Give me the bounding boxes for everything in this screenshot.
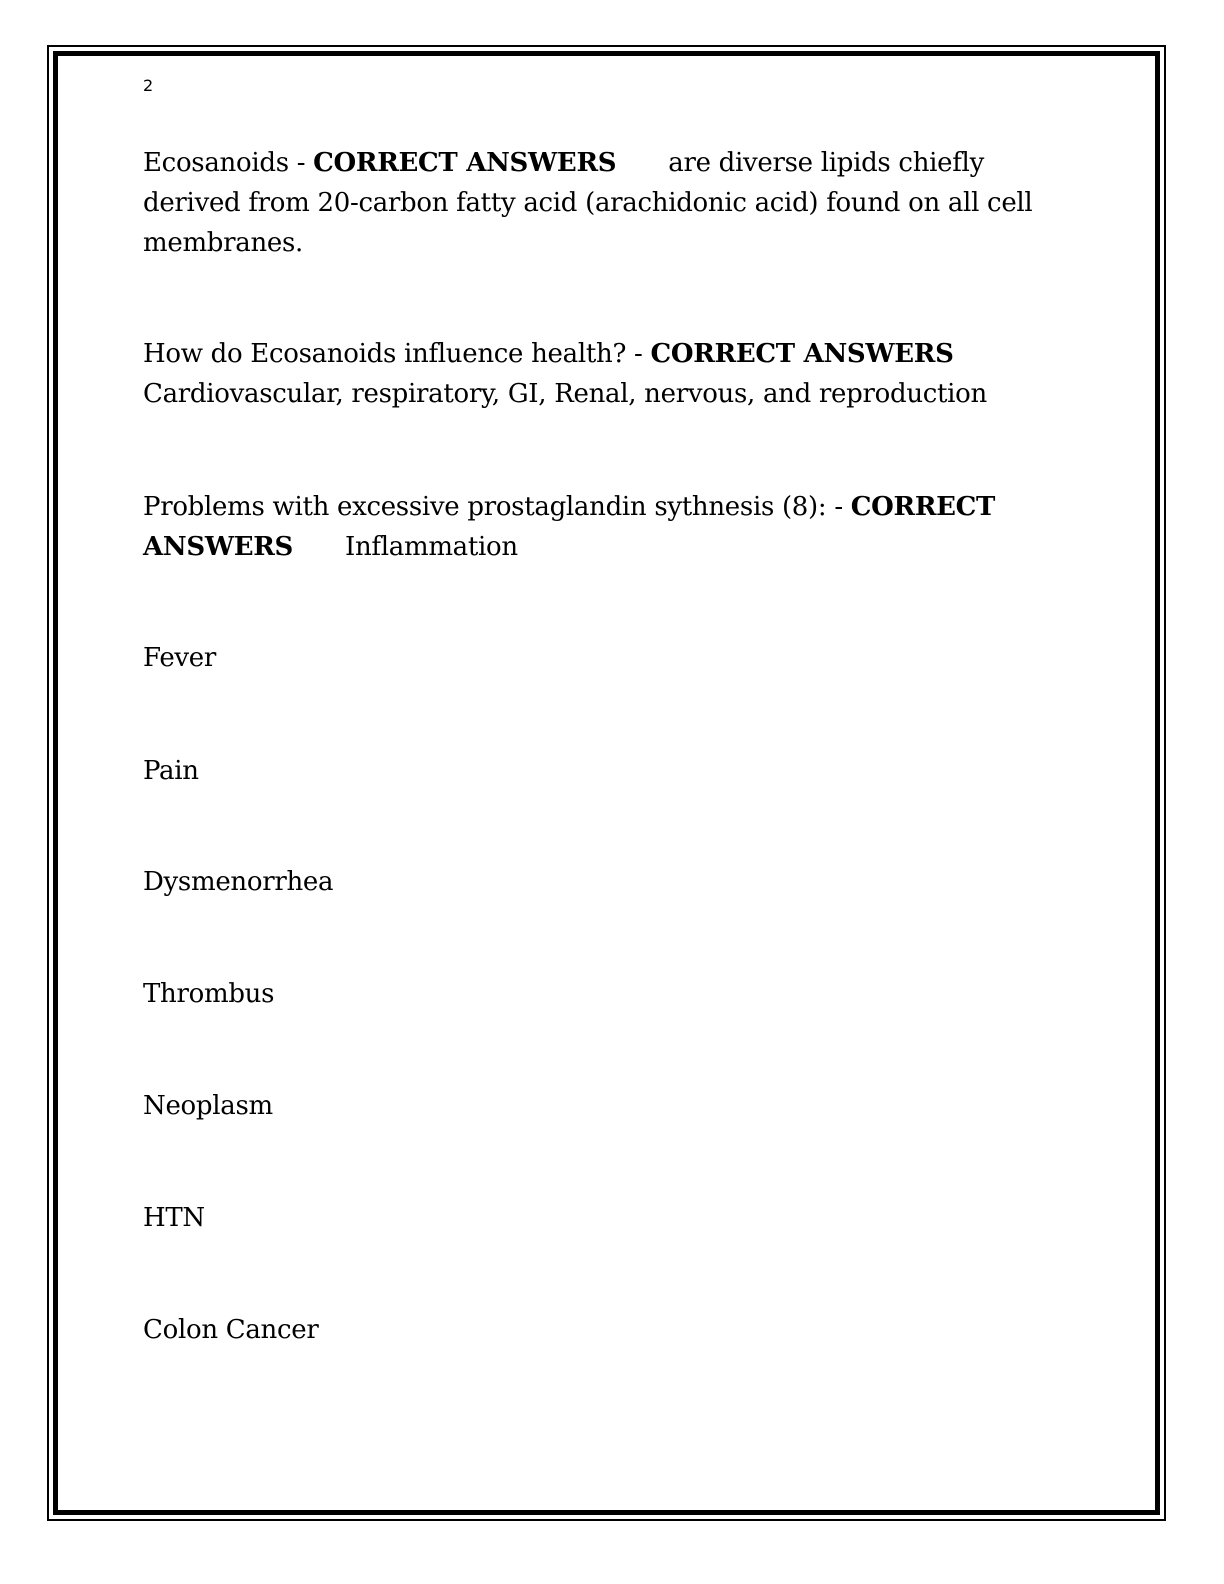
list-item: Dysmenorrhea	[143, 867, 334, 897]
page-number: 2	[143, 76, 154, 95]
list-item: Fever	[143, 643, 217, 673]
answer-label: CORRECT ANSWERS	[313, 148, 617, 178]
list-item: Neoplasm	[143, 1091, 273, 1121]
answer-label: CORRECT ANSWERS	[650, 339, 954, 369]
qa-entry-health-influence	[143, 334, 1033, 414]
qa-entry-ecosanoids	[143, 143, 1033, 263]
answer-text: are diverse lipids chiefly derived from 20-carbon fatty acid (arachidonic acid) found on all cell membranes.	[143, 148, 1033, 258]
list-item: Thrombus	[143, 979, 275, 1009]
answer-text: Inflammation	[345, 532, 518, 562]
answer-text: Cardiovascular, respiratory, GI, Renal, nervous, and reproduction	[143, 379, 987, 409]
question-text: How do Ecosanoids influence health? -	[143, 339, 651, 369]
answer-label: CORRECT ANSWERS	[143, 492, 996, 562]
question-text: Problems with excessive prostaglandin sythnesis (8): -	[143, 492, 851, 522]
qa-entry-prostaglandin-problems	[143, 487, 1033, 567]
question-text: Ecosanoids -	[143, 148, 314, 178]
list-item: Pain	[143, 756, 199, 786]
page-border-inner	[53, 51, 1160, 1515]
list-item: HTN	[143, 1203, 205, 1233]
list-item: Colon Cancer	[143, 1315, 319, 1345]
